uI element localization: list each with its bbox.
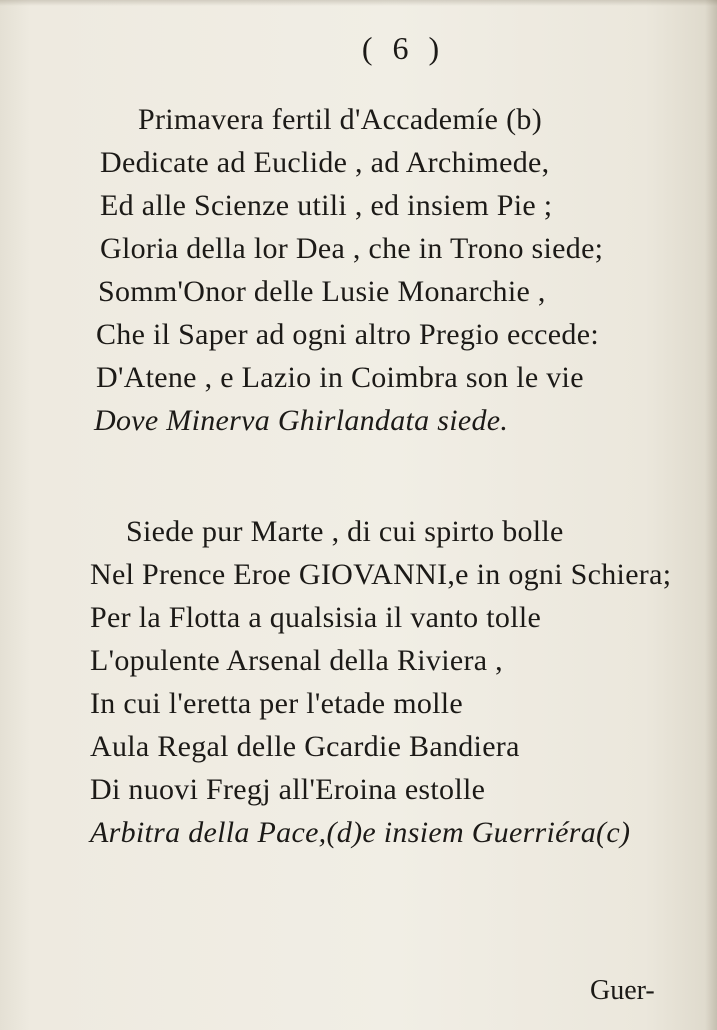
stanza-1 [0, 98, 717, 442]
verse-line: Dedicate ad Euclide , ad Archimede, [100, 146, 550, 179]
verse-line: L'opulente Arsenal della Riviera , [90, 644, 503, 677]
verse-line: Gloria della lor Dea , che in Trono siede; [100, 232, 604, 265]
verse-line: D'Atene , e Lazio in Coimbra son le vie [96, 361, 584, 394]
verse-line: Siede pur Marte , di cui spirto bolle [126, 515, 564, 548]
verse-line: Nel Prence Eroe GIOVANNI,e in ogni Schiera; [90, 558, 672, 591]
verse-line: Di nuovi Fregj all'Eroina estolle [90, 773, 486, 806]
stanza-2 [0, 510, 717, 854]
verse-line: Che il Saper ad ogni altro Pregio eccede: [96, 318, 599, 351]
verse-line: Ed alle Scienze utili , ed insiem Pie ; [100, 189, 553, 222]
verse-line: Per la Flotta a qualsisia il vanto tolle [90, 601, 542, 634]
verse-line: Somm'Onor delle Lusie Monarchie , [98, 275, 546, 308]
page-number: ( 6 ) [361, 30, 446, 66]
verse-line-italic: Dove Minerva Ghirlandata siede. [94, 404, 509, 437]
page-top-edge [0, 0, 717, 6]
verse-line: Aula Regal delle Gcardie Bandiera [90, 730, 520, 763]
verse-line-italic: Arbitra della Pace,(d)e insiem Guerriéra(c) [90, 816, 631, 849]
catchword: Guer- [590, 975, 655, 1006]
verse-line: Primavera fertil d'Accademíe (b) [138, 103, 542, 136]
verse-line: In cui l'eretta per l'etade molle [90, 687, 464, 720]
